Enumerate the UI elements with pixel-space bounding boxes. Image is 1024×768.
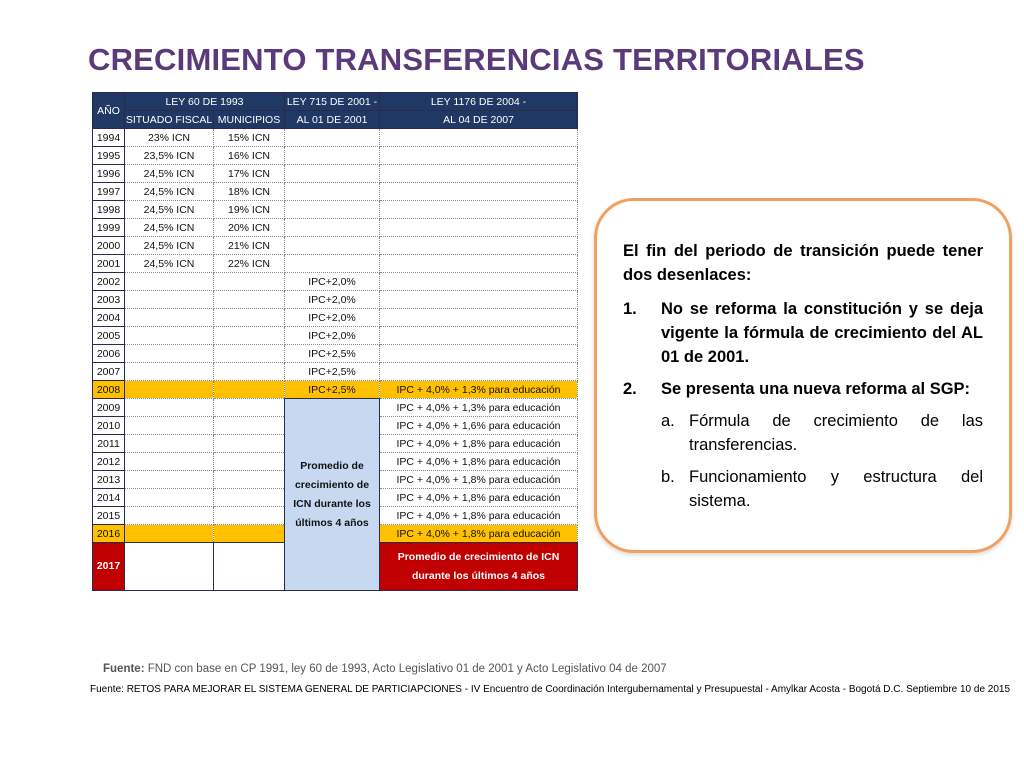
municipios-cell [214,381,285,399]
ley715-cell: IPC+2,5% [285,345,380,363]
year-cell: 2005 [93,327,125,345]
note-item-2-text: Se presenta una nueva reforma al SGP: [661,380,971,398]
ley715-cell [285,183,380,201]
source-note-2: Fuente: RETOS PARA MEJORAR EL SISTEMA GENERAL DE PARTICIAPCIONES - IV Encuentro de Coordinación Intergubernamental y Presupuestal - Amylkar Acosta - Bogotá D.C. Septiembre 10 de 2015 [90,684,1011,695]
ley1176-cell: IPC + 4,0% + 1,3% para educación [380,381,578,399]
year-cell: 2000 [93,237,125,255]
municipios-cell: 18% ICN [214,183,285,201]
year-cell: 2008 [93,381,125,399]
page-title: CRECIMIENTO TRANSFERENCIAS TERRITORIALES [88,42,865,77]
year-cell: 2016 [93,525,125,543]
year-cell: 2013 [93,471,125,489]
situado-cell: 24,5% ICN [125,183,214,201]
year-cell: 2004 [93,309,125,327]
table-row [93,345,578,363]
situado-cell [125,291,214,309]
situado-cell: 24,5% ICN [125,219,214,237]
year-cell: 2011 [93,435,125,453]
ley715-cell: IPC+2,0% [285,327,380,345]
note-subitem-b-letter: b. [661,468,675,486]
note-item-1-number: 1. [623,300,637,318]
source-note-1 [103,663,667,675]
year-cell: 1998 [93,201,125,219]
situado-cell [125,345,214,363]
note-subitem-a-text: Fórmula de crecimiento de las transferencias. [689,412,983,454]
year-cell: 2002 [93,273,125,291]
note-intro: El fin del periodo de transición puede tener dos desenlaces: [623,242,983,284]
table-row [93,165,578,183]
ley1176-cell [380,147,578,165]
situado-cell [125,453,214,471]
ley1176-cell [380,273,578,291]
year-cell: 1999 [93,219,125,237]
ley1176-cell: IPC + 4,0% + 1,3% para educación [380,399,578,417]
ley1176-cell [380,201,578,219]
municipios-cell: 20% ICN [214,219,285,237]
ley715-cell [285,165,380,183]
situado-cell [125,327,214,345]
table-row [93,327,578,345]
ley715-cell [285,219,380,237]
ley715-cell: IPC+2,5% [285,363,380,381]
situado-cell [125,309,214,327]
year-cell: 1996 [93,165,125,183]
municipios-cell [214,471,285,489]
header-year: AÑO [93,93,125,129]
year-cell: 2007 [93,363,125,381]
situado-cell: 23,5% ICN [125,147,214,165]
table-row [93,381,578,399]
situado-cell [125,363,214,381]
note-item-2-number: 2. [623,380,637,398]
source-text: FND con base en CP 1991, ley 60 de 1993, Acto Legislativo 01 de 2001 y Acto Legislativo 04 de 2007 [144,663,667,675]
ley1176-cell [380,183,578,201]
header-ley715: LEY 715 DE 2001 - [285,93,380,111]
municipios-cell [214,543,285,591]
ley1176-cell: IPC + 4,0% + 1,8% para educación [380,471,578,489]
municipios-cell [214,489,285,507]
situado-cell [125,381,214,399]
ley1176-cell: IPC + 4,0% + 1,8% para educación [380,435,578,453]
year-cell: 1994 [93,129,125,147]
municipios-cell: 17% ICN [214,165,285,183]
municipios-cell [214,309,285,327]
situado-cell [125,471,214,489]
situado-cell [125,525,214,543]
situado-cell [125,543,214,591]
year-cell: 2003 [93,291,125,309]
year-cell: 1997 [93,183,125,201]
situado-cell: 24,5% ICN [125,255,214,273]
situado-cell: 24,5% ICN [125,201,214,219]
note-subitem-a-letter: a. [661,412,675,430]
situado-cell [125,489,214,507]
year-cell: 2012 [93,453,125,471]
year-cell: 2006 [93,345,125,363]
year-cell: 2009 [93,399,125,417]
table-row [93,183,578,201]
table-row [93,309,578,327]
municipios-cell [214,507,285,525]
header-situado: SITUADO FISCAL [125,111,214,129]
municipios-cell [214,273,285,291]
situado-cell [125,507,214,525]
ley715-cell: IPC+2,0% [285,309,380,327]
situado-cell [125,273,214,291]
year-cell: 2010 [93,417,125,435]
situado-cell [125,435,214,453]
ley715-cell [285,255,380,273]
municipios-cell [214,435,285,453]
table-row [93,237,578,255]
ley1176-cell [380,345,578,363]
table-row [93,219,578,237]
transition-note-box [594,198,1012,553]
situado-cell: 23% ICN [125,129,214,147]
ley715-cell [285,129,380,147]
ley1176-cell [380,363,578,381]
situado-cell: 24,5% ICN [125,165,214,183]
table-row [93,129,578,147]
transfers-table [92,92,578,591]
table-row [93,363,578,381]
ley1176-cell [380,309,578,327]
note-subitem-b [661,465,983,513]
table-row [93,399,578,417]
municipios-cell: 19% ICN [214,201,285,219]
ley715-cell [285,201,380,219]
note-subitem-a [661,409,983,457]
year-cell: 1995 [93,147,125,165]
year-cell: 2015 [93,507,125,525]
year-cell: 2001 [93,255,125,273]
ley1176-cell: IPC + 4,0% + 1,8% para educación [380,453,578,471]
year-cell: 2017 [93,543,125,591]
table-row [93,255,578,273]
ley1176-cell [380,165,578,183]
table-row [93,147,578,165]
ley715-cell [285,147,380,165]
ley1176-cell [380,291,578,309]
municipios-cell: 15% ICN [214,129,285,147]
ley1176-cell [380,237,578,255]
source-label: Fuente: [103,663,145,675]
municipios-cell [214,291,285,309]
header-ley1176: LEY 1176 DE 2004 - [380,93,578,111]
ley715-cell [285,237,380,255]
ley1176-cell [380,327,578,345]
ley1176-cell: IPC + 4,0% + 1,8% para educación [380,489,578,507]
ley1176-cell [380,129,578,147]
header-municipios: MUNICIPIOS [214,111,285,129]
situado-cell [125,399,214,417]
municipios-cell [214,327,285,345]
ley715-cell: IPC+2,0% [285,273,380,291]
situado-cell: 24,5% ICN [125,237,214,255]
municipios-cell: 21% ICN [214,237,285,255]
ley715-cell: IPC+2,5% [285,381,380,399]
municipios-cell [214,399,285,417]
header-al04: AL 04 DE 2007 [380,111,578,129]
municipios-cell [214,345,285,363]
ley1176-2017-cell: Promedio de crecimiento de ICN durante los últimos 4 años [380,543,578,591]
ley1176-cell: IPC + 4,0% + 1,8% para educación [380,525,578,543]
municipios-cell [214,525,285,543]
note-item-2 [623,377,983,401]
municipios-cell [214,417,285,435]
municipios-cell: 22% ICN [214,255,285,273]
header-al01: AL 01 DE 2001 [285,111,380,129]
header-ley60: LEY 60 DE 1993 [125,93,285,111]
year-cell: 2014 [93,489,125,507]
ley1176-cell: IPC + 4,0% + 1,8% para educación [380,507,578,525]
ley1176-cell: IPC + 4,0% + 1,6% para educación [380,417,578,435]
ley715-merged-cell: Promedio de crecimiento de ICN durante los últimos 4 años [285,399,380,591]
municipios-cell [214,453,285,471]
ley715-cell: IPC+2,0% [285,291,380,309]
note-item-1-text: No se reforma la constitución y se deja vigente la fórmula de crecimiento del AL 01 de 2001. [661,300,983,366]
ley1176-cell [380,255,578,273]
table-row [93,201,578,219]
municipios-cell: 16% ICN [214,147,285,165]
note-subitem-b-text: Funcionamiento y estructura del sistema. [689,468,983,510]
note-item-1 [623,297,983,369]
municipios-cell [214,363,285,381]
table-row [93,273,578,291]
ley1176-cell [380,219,578,237]
situado-cell [125,417,214,435]
table-row [93,291,578,309]
